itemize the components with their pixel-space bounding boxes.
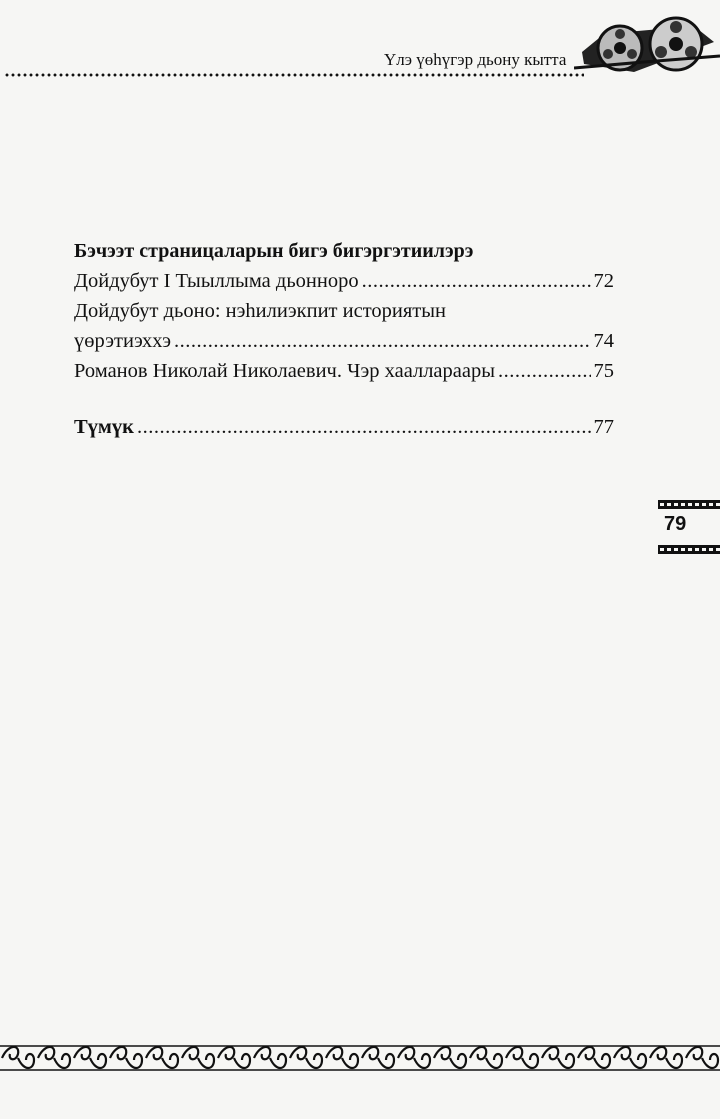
bleed-through-text [140,565,580,675]
toc-entry-title: Романов Николай Николаевич. Чэр хааллараары [74,360,496,382]
toc-entry-page: 75 [593,360,614,382]
toc-final-page: 77 [593,416,614,438]
toc-entry-page: 74 [593,330,614,352]
toc-entry-title-line1: Дойдубут дьоно: нэһилиэкпит историятын [74,300,447,322]
dot-leader [362,266,591,296]
dot-leader [174,326,590,356]
header-dotted-rule [4,73,584,77]
toc-entry [74,356,614,386]
running-header-title: Үлэ үөһүгэр дьону кытта [384,50,567,69]
toc-entry [74,326,614,356]
toc-entry [74,266,614,296]
toc-heading: Бэчээт страницаларын бигэ бигэргэтиилэрэ [74,240,474,262]
film-reel-icon [574,12,720,82]
page-number: 79 [664,513,687,535]
table-of-contents [74,236,614,442]
dot-leader [498,356,590,386]
toc-spacer [74,386,614,412]
film-strip-page-tab [658,500,720,554]
ornamental-border [0,1040,720,1076]
toc-final-title: Түмүк [74,416,134,438]
toc-entry-title: Дойдубут I Тыыллыма дьонноро [74,270,359,292]
dot-leader [137,412,591,442]
toc-final-entry [74,412,614,442]
film-strip-top [658,500,720,509]
toc-entry-title-line2: үөрэтиэххэ [74,330,172,352]
film-strip-bottom [658,545,720,554]
toc-entry-page: 72 [593,270,614,292]
